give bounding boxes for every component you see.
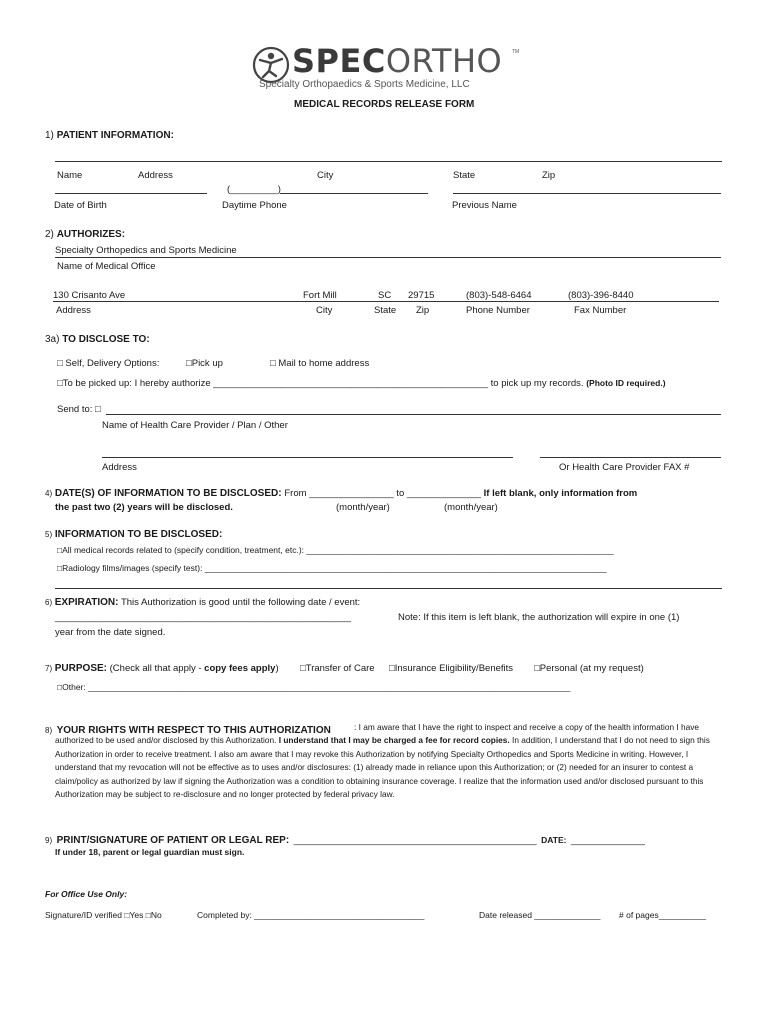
s5-header [45, 529, 222, 540]
s1-prevname-line[interactable] [453, 193, 721, 194]
s3-provider-label: Name of Health Care Provider / Plan / Other [102, 420, 288, 431]
s1-phone-paren: (_________) [227, 184, 281, 195]
s6-header [45, 597, 360, 608]
s2-phone-value: (803)-548-6464 [466, 290, 532, 301]
s2-office-value: Specialty Orthopedics and Sports Medicine [55, 245, 237, 256]
s3-address-line[interactable] [102, 457, 513, 458]
s2-heading: AUTHORIZES: [56, 229, 126, 240]
office-completed[interactable]: Completed by: ____________________________________ [197, 910, 425, 920]
s6-blank-line[interactable]: ________________________________________________________ [55, 612, 351, 623]
s3-mail-home-checkbox[interactable]: □ Mail to home address [270, 358, 370, 369]
logo-tm: TM [512, 49, 520, 55]
s3-self-delivery-checkbox[interactable]: □ Self, Delivery Options: [57, 358, 160, 369]
s4-line2: the past two (2) years will be disclosed. [55, 502, 233, 513]
office-sig-id[interactable]: Signature/ID verified □Yes □No [45, 910, 162, 920]
s6-text: This Authorization is good until the following date / event: [120, 597, 361, 608]
office-pages[interactable]: # of pages__________ [619, 910, 706, 920]
s6-note2: year from the date signed. [55, 627, 166, 638]
s6-note: Note: If this item is left blank, the authorization will expire in one (1) [398, 612, 680, 623]
s3-fax-label: Or Health Care Provider FAX # [559, 462, 690, 473]
s7-check-all: (Check all that apply - [109, 663, 202, 674]
s4-month-year-2: (month/year) [444, 502, 498, 513]
s2-address-line [53, 301, 719, 302]
s3-address-label: Address [102, 462, 137, 473]
s3-num: 3a) [45, 334, 60, 345]
s9-header [45, 830, 645, 848]
s4-heading: DATE(S) OF INFORMATION TO BE DISCLOSED: [54, 488, 282, 499]
logo-subtitle: Specialty Orthopaedics & Sports Medicine, LLC [259, 79, 470, 90]
s8-p2: In addition, I understand that I do not need to sign this Authorization in order to receive treatment. I also am aware that I may revoke this Authorization by notifying Specialty Orthopedics and Sports Medicine in writing. However, I understand that my revocation will not be effective as to uses and/or disclosures: (1) already made in reliance upon this Authorization; or (2) needed for an insurer to contest a claim/policy as authorized by law if signing the Authorization was a condition to obtaining insurance coverage. I realize that the information used and/or disclosed pursuant to this Authorization may be subject to re-disclosure and no longer protected by federal privacy law. [55, 735, 710, 800]
form-title: MEDICAL RECORDS RELEASE FORM [294, 99, 475, 110]
s2-city-label: City [316, 305, 333, 316]
s7-transfer-checkbox[interactable]: □Transfer of Care [300, 663, 375, 674]
s3-header [45, 334, 150, 345]
s5-radiology-checkbox[interactable]: □Radiology films/images (specify test): _____________________________________________________________________________________ [57, 563, 607, 573]
s7-personal-checkbox[interactable]: □Personal (at my request) [534, 663, 644, 674]
s1-heading: PATIENT INFORMATION: [56, 130, 174, 141]
s6-heading: EXPIRATION: [54, 597, 119, 608]
s8-p-bold: I understand that I may be charged a fee for record copies. [278, 735, 510, 746]
s2-fax-value: (803)-396-8440 [568, 290, 634, 301]
s5-num: 5) [45, 530, 53, 539]
s3-photo-id-note: (Photo ID required.) [586, 378, 666, 388]
s1-name-label: Name [57, 170, 83, 181]
s4-from-to[interactable]: From ________________ to ______________ [284, 488, 481, 499]
s9-sig-line[interactable]: ______________________________________________ [293, 835, 537, 846]
s2-zip-value: 29715 [408, 290, 435, 301]
s3-send-to-checkbox[interactable]: Send to: □ [57, 404, 101, 415]
s8-paragraph [55, 721, 715, 801]
s1-zip-label: Zip [542, 170, 556, 181]
s2-state-label: State [374, 305, 397, 316]
s9-minor-note: If under 18, parent or legal guardian must sign. [55, 847, 245, 857]
s1-state-label: State [453, 170, 476, 181]
s3-fax-line[interactable] [540, 457, 721, 458]
s2-office-line [55, 257, 721, 258]
s2-state-value: SC [378, 290, 392, 301]
s8-p1: : I am aware that I have the right to inspect and receive a copy of the health information I have authorized to be used and/or disclosed by this Authorization. [55, 722, 699, 746]
s1-name-line[interactable] [55, 161, 722, 162]
office-date-released[interactable]: Date released ______________ [479, 910, 601, 920]
s9-date-line[interactable]: ______________ [570, 835, 645, 846]
s1-address-label: Address [138, 170, 173, 181]
s9-num: 9) [45, 836, 53, 845]
s1-header [45, 130, 174, 141]
s3-provider-line[interactable] [106, 414, 721, 415]
s1-city-label: City [317, 170, 334, 181]
s1-previous-name-label: Previous Name [452, 200, 517, 211]
s3-heading: TO DISCLOSE TO: [62, 334, 150, 345]
s2-fax-label: Fax Number [574, 305, 627, 316]
s7-header [45, 663, 279, 674]
s1-daytime-phone-label: Daytime Phone [222, 200, 287, 211]
s2-address-label: Address [56, 305, 91, 316]
s2-address-value: 130 Crisanto Ave [53, 290, 126, 301]
office-heading: For Office Use Only: [45, 889, 128, 899]
s2-header [45, 229, 125, 240]
s4-header [45, 488, 637, 499]
s2-city-value: Fort Mill [303, 290, 337, 301]
s2-phone-label: Phone Number [466, 305, 530, 316]
s5-all-records-checkbox[interactable]: □All medical records related to (specify condition, treatment, etc.): _________________________________________________________________ [57, 545, 614, 555]
s7-num: 7) [45, 664, 53, 673]
s4-month-year-1: (month/year) [336, 502, 390, 513]
s2-num: 2) [45, 229, 54, 240]
s1-phone-line[interactable] [280, 193, 428, 194]
s7-insurance-checkbox[interactable]: □Insurance Eligibility/Benefits [389, 663, 514, 674]
s4-blank-note: If left blank, only information from [483, 488, 638, 499]
s7-heading: PURPOSE: [54, 663, 107, 674]
s8-num: 8) [45, 726, 53, 735]
s5-heading: INFORMATION TO BE DISCLOSED: [54, 529, 223, 540]
s4-num: 4) [45, 489, 53, 498]
s7-copy-fees: copy fees apply [204, 663, 276, 674]
s1-dob-line[interactable] [55, 193, 207, 194]
s7-other-checkbox[interactable]: □Other: ______________________________________________________________________________________________________ [57, 682, 571, 692]
s1-dob-label: Date of Birth [54, 200, 107, 211]
s5-extra-line[interactable] [55, 588, 722, 589]
s2-office-label: Name of Medical Office [57, 261, 156, 272]
s2-zip-label: Zip [416, 305, 430, 316]
logo-brand-bold: SPEC [292, 42, 386, 80]
s8-heading: YOUR RIGHTS WITH RESPECT TO THIS AUTHORIZATION [56, 725, 331, 736]
s3-to-be-picked-checkbox[interactable] [57, 378, 666, 389]
s6-num: 6) [45, 598, 53, 607]
s9-heading: PRINT/SIGNATURE OF PATIENT OR LEGAL REP: [56, 835, 290, 846]
s9-date-label: DATE: [541, 835, 567, 845]
logo-brand-light: ORTHO [385, 42, 503, 80]
s3-to-be-picked-text: □To be picked up: I hereby authorize ____________________________________________________ to pick up my records. [57, 378, 584, 389]
s1-num: 1) [45, 130, 54, 141]
s3-pickup-checkbox[interactable]: □Pick up [186, 358, 223, 369]
s7-close-paren: ) [275, 663, 279, 674]
